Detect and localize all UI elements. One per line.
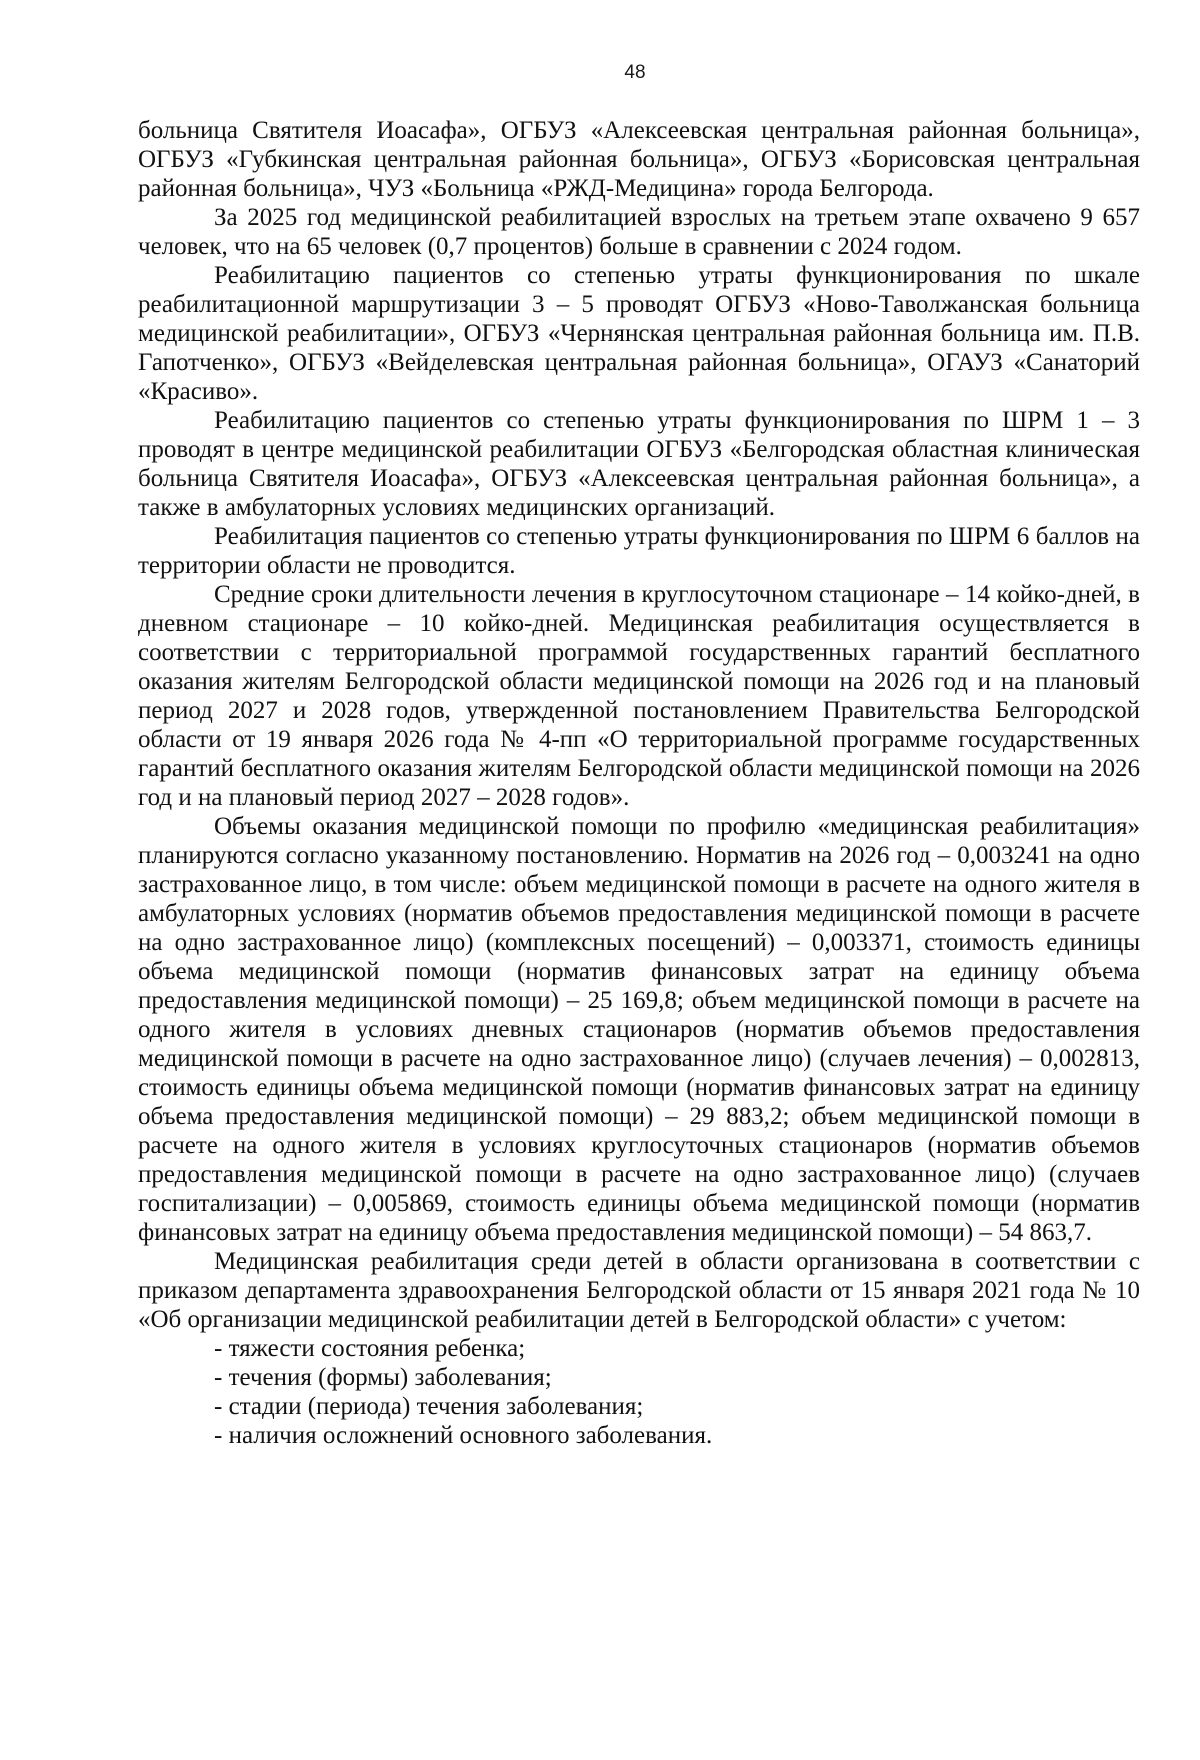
criteria-list bbox=[138, 1334, 1140, 1450]
list-item: - тяжести состояния ребенка; bbox=[214, 1335, 526, 1362]
page-number: 48 bbox=[624, 62, 646, 83]
paragraph-child-rehab: Медицинская реабилитация среди детей в области организована в соответствии с приказом департамента здравоохранения Белгородской области от 15 января 2021 года № 10 «Об организации медицинской реабилитации детей в Белгородской области» с учетом: bbox=[138, 1248, 1140, 1333]
paragraph-treatment-duration: Средние сроки длительности лечения в круглосуточном стационаре – 14 койко-дней, в дневном стационаре – 10 койко-дней. Медицинская реабилитация осуществляется в соответствии с территориальной программой государственных гарантий бесплатного оказания жителям Белгородской области медицинской помощи на 2026 год и на плановый период 2027 и 2028 годов, утвержденной постановлением Правительства Белгородской области от 19 января 2026 года № 4-пп «О территориальной программе государственных гарантий бесплатного оказания жителям Белгородской области медицинской помощи на 2026 год и на плановый период 2027 – 2028 годов». bbox=[138, 581, 1140, 811]
list-item: - течения (формы) заболевания; bbox=[214, 1364, 552, 1391]
paragraph-shrm-6: Реабилитация пациентов со степенью утраты функционирования по ШРМ 6 баллов на территории области не проводится. bbox=[138, 523, 1140, 579]
list-item: - наличия осложнений основного заболевания. bbox=[214, 1422, 713, 1449]
paragraph-continuation: больница Святителя Иоасафа», ОГБУЗ «Алексеевская центральная районная больница», ОГБУЗ «Губкинская центральная районная больница», ОГБУЗ «Борисовская центральная районная больница», ЧУЗ «Больница «РЖД-Медицина» города Белгорода. bbox=[138, 117, 1140, 202]
paragraph-shrm-1-3: Реабилитацию пациентов со степенью утраты функционирования по ШРМ 1 – 3 проводят в центре медицинской реабилитации ОГБУЗ «Белгородская областная клиническая больница Святителя Иоасафа», ОГБУЗ «Алексеевская центральная районная больница», а также в амбулаторных условиях медицинских организаций. bbox=[138, 407, 1140, 521]
paragraph-care-volumes: Объемы оказания медицинской помощи по профилю «медицинская реабилитация» планируются согласно указанному постановлению. Норматив на 2026 год – 0,003241 на одно застрахованное лицо, в том числе: объем медицинской помощи в расчете на одного жителя в амбулаторных условиях (норматив объемов предоставления медицинской помощи в расчете на одно застрахованное лицо) (комплексных посещений) – 0,003371, стоимость единицы объема медицинской помощи (норматив финансовых затрат на единицу объема предоставления медицинской помощи) – 25 169,8; объем медицинской помощи в расчете на одного жителя в условиях дневных стационаров (норматив объемов предоставления медицинской помощи в расчете на одно застрахованное лицо) (случаев лечения) – 0,002813, стоимость единицы объема медицинской помощи (норматив финансовых затрат на единицу объема предоставления медицинской помощи) – 29 883,2; объем медицинской помощи в расчете на одного жителя в условиях круглосуточных стационаров (норматив объемов предоставления медицинской помощи в расчете на одно застрахованное лицо) (случаев госпитализации) – 0,005869, стоимость единицы объема медицинской помощи (норматив финансовых затрат на единицу объема предоставления медицинской помощи) – 54 863,7. bbox=[138, 813, 1140, 1246]
list-item: - стадии (периода) течения заболевания; bbox=[214, 1393, 644, 1420]
document-body bbox=[138, 116, 1140, 1450]
paragraph-shrm-3-5: Реабилитацию пациентов со степенью утраты функционирования по шкале реабилитационной маршрутизации 3 – 5 проводят ОГБУЗ «Ново-Таволжанская больница медицинской реабилитации», ОГБУЗ «Чернянская центральная районная больница им. П.В. Гапотченко», ОГБУЗ «Вейделевская центральная районная больница», ОГАУЗ «Санаторий «Красиво». bbox=[138, 262, 1140, 405]
paragraph-adult-rehab-coverage: За 2025 год медицинской реабилитацией взрослых на третьем этапе охвачено 9 657 человек, что на 65 человек (0,7 процентов) больше в сравнении с 2024 годом. bbox=[138, 204, 1140, 260]
